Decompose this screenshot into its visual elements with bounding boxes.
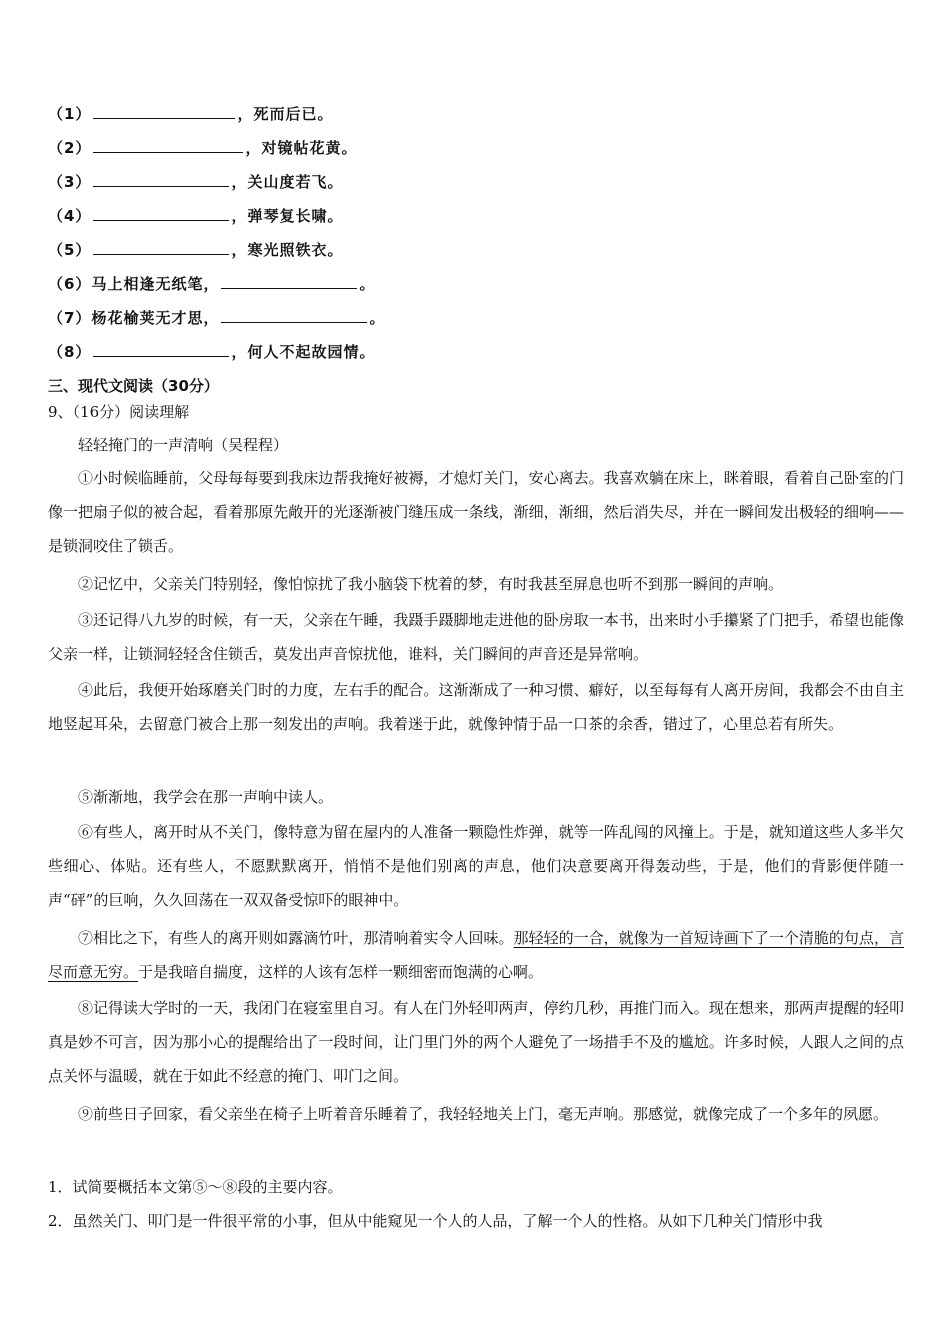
answer-blank[interactable] bbox=[93, 172, 229, 187]
article-title: 轻轻掩门的一声清响（吴程程） bbox=[78, 436, 289, 454]
answer-blank[interactable] bbox=[221, 308, 367, 323]
item-number: （7） bbox=[48, 309, 92, 327]
paragraph-9: ⑨前些日子回家，看父亲坐在椅子上听着音乐睡着了，我轻轻地关上门，毫无声响。那感觉，就像完成了一个多年的夙愿。 bbox=[78, 1105, 889, 1123]
verse-text: ，弹琴复长啸。 bbox=[231, 207, 344, 225]
paragraph-1: ①小时候临睡前，父母每每要到我床边帮我掩好被褥，才熄灯关门，安心离去。我喜欢躺在床上，眯着眼，看着自己卧室的门像一把扇子似的被合起，看着那原先敞开的光逐渐被门缝压成一条线，渐细，渐细，然后消失尽，并在一瞬间发出极轻的细响——是锁洞咬住了锁舌。 bbox=[48, 469, 904, 555]
answer-blank[interactable] bbox=[93, 104, 235, 119]
section-heading: 三、现代文阅读（30分） bbox=[48, 377, 219, 395]
paragraph-3: ③还记得八九岁的时候，有一天，父亲在午睡，我蹑手蹑脚地走进他的卧房取一本书，出来时小手攥紧了门把手，希望也能像父亲一样，让锁洞轻轻含住锁舌，莫发出声音惊扰他，谁料，关门瞬间的声音还是异常响。 bbox=[48, 611, 904, 663]
item-number: （3） bbox=[48, 173, 92, 191]
item-number: （5） bbox=[48, 241, 92, 259]
fill-item-6 bbox=[48, 273, 375, 294]
fill-item-5 bbox=[48, 239, 343, 260]
answer-blank[interactable] bbox=[93, 138, 243, 153]
question-2: 2．虽然关门、叩门是一件很平常的小事，但从中能窥见一个人的人品，了解一个人的性格。从如下几种关门情形中我 bbox=[48, 1212, 823, 1230]
fill-item-4 bbox=[48, 205, 343, 226]
paragraph-7-text: 于是我暗自揣度，这样的人该有怎样一颗细密而饱满的心啊。 bbox=[138, 963, 544, 981]
paragraph-8: ⑧记得读大学时的一天，我闭门在寝室里自习。有人在门外轻叩两声，停约几秒，再推门而入。现在想来，那两声提醒的轻叩真是妙不可言，因为那小心的提醒给出了一段时间，让门里门外的两个人避免了一场措手不及的尴尬。许多时候，人跟人之间的点点关怀与温暖，就在于如此不经意的掩门、叩门之间。 bbox=[48, 999, 904, 1085]
verse-text: ，死而后已。 bbox=[237, 105, 334, 123]
paragraph-7-text: ⑦相比之下，有些人的离开则如露滴竹叶，那清响着实令人回味。 bbox=[78, 929, 514, 947]
item-number: （4） bbox=[48, 207, 92, 225]
answer-blank[interactable] bbox=[93, 206, 229, 221]
fill-item-1 bbox=[48, 103, 333, 124]
verse-text: 。 bbox=[369, 309, 386, 327]
question-1: 1．试简要概括本文第⑤～⑧段的主要内容。 bbox=[48, 1178, 343, 1196]
fill-item-7 bbox=[48, 307, 385, 328]
paragraph-6: ⑥有些人，离开时从不关门，像特意为留在屋内的人准备一颗隐性炸弹，就等一阵乱闯的风撞上。于是，就知道这些人多半欠些细心、体贴。还有些人，不愿默默离开，悄悄不是他们别离的声息，他们决意要离开得轰动些，于是，他们的背影便伴随一声“砰”的巨响，久久回荡在一双双备受惊吓的眼神中。 bbox=[48, 823, 904, 909]
answer-blank[interactable] bbox=[93, 342, 229, 357]
verse-text: 马上相逢无纸笔， bbox=[91, 275, 220, 293]
verse-text: ，何人不起故园情。 bbox=[231, 343, 376, 361]
underlined-sentence: 那轻轻的一合，就像为一首短诗画下了一个清脆的句点，言尽而意无穷。 bbox=[48, 929, 904, 981]
fill-item-3 bbox=[48, 171, 343, 192]
item-number: （2） bbox=[48, 139, 92, 157]
paragraph-7 bbox=[48, 921, 904, 989]
item-number: （1） bbox=[48, 105, 92, 123]
verse-text: ，寒光照铁衣。 bbox=[231, 241, 344, 259]
answer-blank[interactable] bbox=[93, 240, 229, 255]
fill-item-8 bbox=[48, 341, 375, 362]
question-intro: 9、（16分）阅读理解 bbox=[48, 403, 190, 421]
verse-text: ，对镜帖花黄。 bbox=[245, 139, 358, 157]
verse-text: 杨花榆荚无才思， bbox=[91, 309, 220, 327]
item-number: （6） bbox=[48, 275, 92, 293]
item-number: （8） bbox=[48, 343, 92, 361]
paragraph-2: ②记忆中，父亲关门特别轻，像怕惊扰了我小脑袋下枕着的梦，有时我甚至屏息也听不到那一瞬间的声响。 bbox=[78, 575, 784, 593]
verse-text: 。 bbox=[359, 275, 376, 293]
answer-blank[interactable] bbox=[221, 274, 357, 289]
paragraph-5: ⑤渐渐地，我学会在那一声响中读人。 bbox=[78, 788, 334, 806]
paragraph-4: ④此后，我便开始琢磨关门时的力度，左右手的配合。这渐渐成了一种习惯、癖好，以至每每有人离开房间，我都会不由自主地竖起耳朵，去留意门被合上那一刻发出的声响。我着迷于此，就像钟情于品一口茶的余香，错过了，心里总若有所失。 bbox=[48, 681, 904, 733]
verse-text: ，关山度若飞。 bbox=[231, 173, 344, 191]
fill-item-2 bbox=[48, 137, 357, 158]
